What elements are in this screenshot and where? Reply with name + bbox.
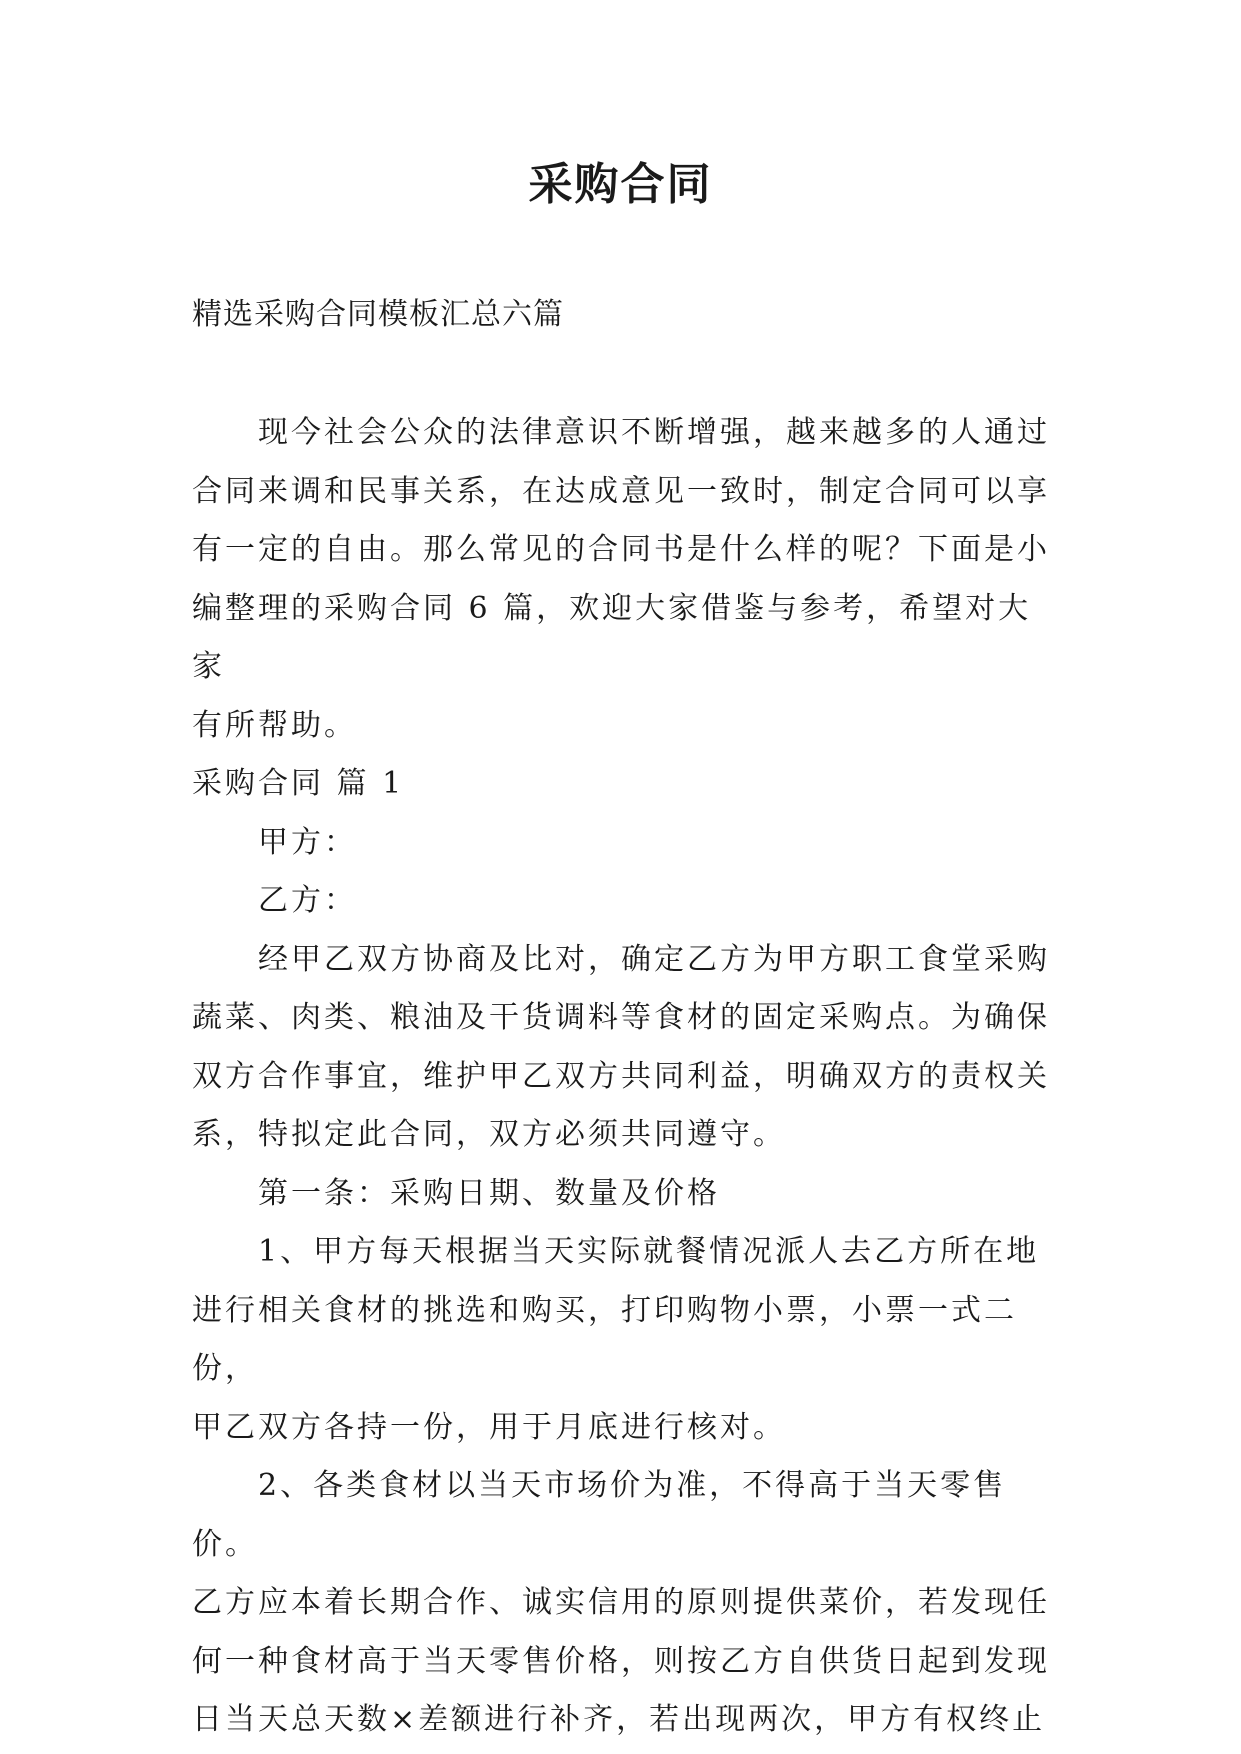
clause-2-paragraph: 2、各类食材以当天市场价为准，不得高于当天零售价。 乙方应本着长期合作、诚实信用的原则提供菜价，若发现任 何一种食材高于当天零售价格，则按乙方自供货日起到发现 日当天总天数×差额进行补齐，若出现两次，甲方有权终止 <box>192 1468 1050 1737</box>
preamble-paragraph: 经甲乙双方协商及比对，确定乙方为甲方职工食堂采购 蔬菜、肉类、粮油及干货调料等食材的固定采购点。为确保 双方合作事宜，维护甲乙双方共同利益，明确双方的责权关 系，特拟定此合同，双方必须共同遵守。 <box>192 941 1050 1152</box>
party-a-line: 甲方： <box>258 824 357 860</box>
clause-1-paragraph: 1、甲方每天根据当天实际就餐情况派人去乙方所在地 进行相关食材的挑选和购买，打印购物小票，小票一式二份， 甲乙双方各持一份，用于月底进行核对。 <box>192 1234 1040 1445</box>
document-title: 采购合同 <box>528 159 713 210</box>
intro-paragraph: 现今社会公众的法律意识不断增强，越来越多的人通过 合同来调和民事关系，在达成意见一致时，制定合同可以享 有一定的自由。那么常见的合同书是什么样的呢？下面是小 编整理的采购合同 6 篇，欢迎大家借鉴与参考，希望对大家 有所帮助。 <box>192 415 1050 743</box>
party-b-line: 乙方： <box>258 883 357 918</box>
document-subtitle: 精选采购合同模板汇总六篇 <box>192 297 564 332</box>
document-body <box>192 404 1062 1750</box>
article-heading: 第一条：采购日期、数量及价格 <box>258 1175 720 1211</box>
section-heading: 采购合同 篇 1 <box>192 766 405 801</box>
